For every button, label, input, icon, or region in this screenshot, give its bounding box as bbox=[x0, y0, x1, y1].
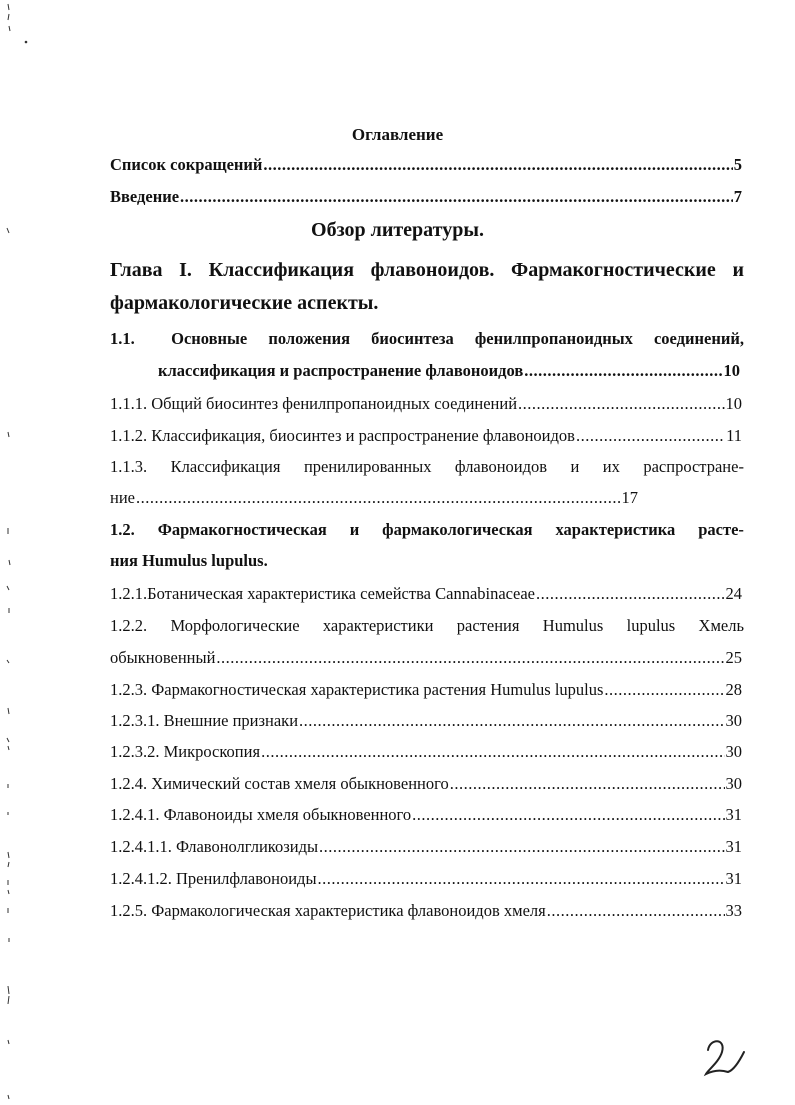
leader-dots bbox=[318, 868, 725, 890]
toc-entry-page: 5 bbox=[733, 155, 742, 174]
toc-entry-line1: 1.1.3. Классификация пренилированных флавоноидов и их распростране- bbox=[110, 457, 744, 476]
scan-edge-marks bbox=[0, 0, 40, 1105]
toc-entry bbox=[110, 393, 742, 415]
toc-entry-text: Введение bbox=[110, 187, 180, 206]
toc-entry-page: 17 bbox=[621, 488, 638, 507]
toc-entry-page: 7 bbox=[733, 187, 742, 206]
toc-entry-text: 1.2.3.2. Микроскопия bbox=[110, 742, 261, 761]
toc-entry-page: 24 bbox=[725, 584, 742, 603]
toc-entry-page: 28 bbox=[725, 680, 742, 699]
toc-entry-text: ние bbox=[110, 488, 135, 507]
toc-entry bbox=[110, 679, 742, 701]
toc-entry-text: 1.2.4. Химический состав хмеля обыкновенного bbox=[110, 774, 449, 793]
toc-entry bbox=[110, 773, 742, 795]
toc-entry-text: 1.2.3. Фармакогностическая характеристика растения Humulus lupulus bbox=[110, 680, 604, 699]
leader-dots bbox=[263, 154, 732, 176]
toc-entry-text: 1.2.5. Фармакологическая характеристика флавоноидов хмеля bbox=[110, 901, 546, 920]
leader-dots bbox=[136, 487, 621, 509]
toc-entry-text: 1.2.4.1.1. Флавонолгликозиды bbox=[110, 837, 319, 856]
leader-dots bbox=[299, 710, 724, 732]
subsection-heading-line1: 1.1. Основные положения биосинтеза фенилпропаноидных соединений, bbox=[110, 329, 744, 348]
subsection-heading-line1: 1.2. Фармакогностическая и фармакологическая характеристика расте- bbox=[110, 520, 744, 539]
toc-entry-page: 10 bbox=[725, 394, 742, 413]
toc-entry-page: 30 bbox=[725, 774, 742, 793]
toc-entry-page: 11 bbox=[726, 426, 742, 445]
toc-entry bbox=[110, 154, 742, 176]
toc-entry-page: 30 bbox=[725, 711, 742, 730]
toc-entry-text: 1.2.4.1. Флавоноиды хмеля обыкновенного bbox=[110, 805, 412, 824]
section-title: Обзор литературы. bbox=[311, 219, 484, 241]
toc-entry-page: 10 bbox=[723, 361, 740, 380]
toc-entry bbox=[110, 868, 742, 890]
toc-entry-page: 33 bbox=[725, 901, 742, 920]
leader-dots bbox=[412, 804, 724, 826]
leader-dots bbox=[180, 186, 733, 208]
handwritten-page-number bbox=[700, 1030, 748, 1078]
leader-dots bbox=[524, 360, 722, 382]
toc-entry-page: 31 bbox=[725, 869, 742, 888]
leader-dots bbox=[450, 773, 725, 795]
subsection-heading-line2: ния Humulus lupulus. bbox=[110, 551, 268, 570]
leader-dots bbox=[547, 900, 725, 922]
toc-entry bbox=[110, 710, 742, 732]
toc-entry bbox=[110, 741, 742, 763]
toc-entry-text: 1.2.4.1.2. Пренилфлавоноиды bbox=[110, 869, 317, 888]
leader-dots bbox=[536, 583, 725, 605]
toc-entry-text: обыкновенный bbox=[110, 648, 216, 667]
toc-entry-text: 1.2.1.Ботаническая характеристика семейства Cannabinaceae bbox=[110, 584, 535, 603]
toc-entry bbox=[110, 487, 638, 509]
toc-entry-page: 30 bbox=[725, 742, 742, 761]
chapter-heading-line1: Глава I. Классификация флавоноидов. Фармакогностические и bbox=[110, 259, 744, 281]
toc-entry-page: 25 bbox=[725, 648, 742, 667]
leader-dots bbox=[319, 836, 724, 858]
toc-entry-line1: 1.2.2. Морфологические характеристики растения Humulus lupulus Хмель bbox=[110, 616, 744, 635]
toc-entry bbox=[110, 804, 742, 826]
toc-entry-text: 1.1.2. Классификация, биосинтез и распространение флавоноидов bbox=[110, 426, 575, 445]
toc-entry bbox=[110, 186, 742, 208]
toc-entry bbox=[110, 583, 742, 605]
leader-dots bbox=[261, 741, 724, 763]
toc-entry bbox=[110, 647, 742, 669]
toc-entry-text: 1.1.1. Общий биосинтез фенилпропаноидных соединений bbox=[110, 394, 518, 413]
chapter-heading-line2: фармакологические аспекты. bbox=[110, 292, 379, 314]
toc-entry-page: 31 bbox=[725, 805, 742, 824]
leader-dots bbox=[518, 393, 724, 415]
toc-entry bbox=[110, 900, 742, 922]
toc-entry-text: классификация и распространение флавоноидов bbox=[158, 361, 524, 380]
leader-dots bbox=[604, 679, 724, 701]
toc-entry-text: Список сокращений bbox=[110, 155, 263, 174]
leader-dots bbox=[576, 425, 725, 447]
leader-dots bbox=[216, 647, 724, 669]
toc-entry-page: 31 bbox=[725, 837, 742, 856]
toc-entry bbox=[110, 836, 742, 858]
toc-entry-text: 1.2.3.1. Внешние признаки bbox=[110, 711, 299, 730]
page-title: Оглавление bbox=[351, 125, 444, 144]
toc-entry bbox=[110, 425, 742, 447]
toc-entry bbox=[158, 360, 740, 382]
